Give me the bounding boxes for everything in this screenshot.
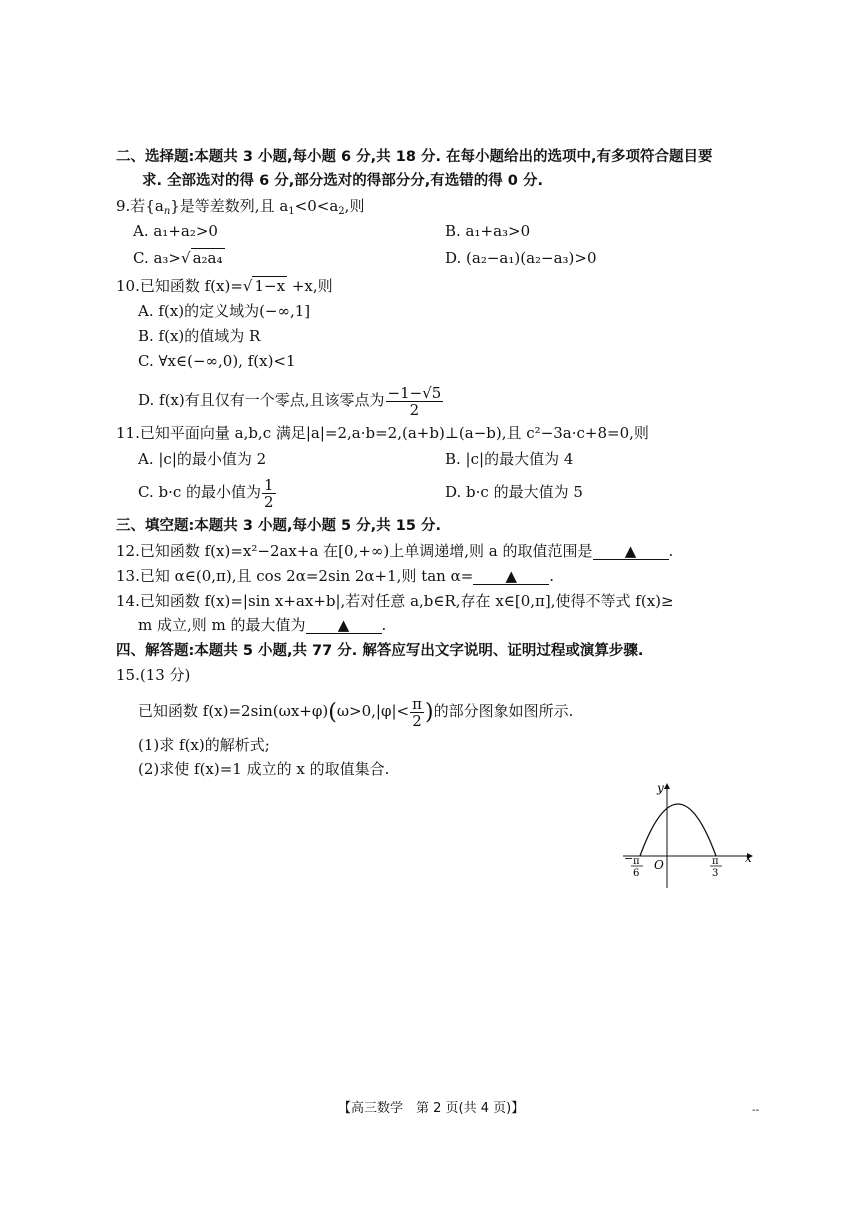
sine-graph (615, 778, 760, 898)
q15-condition-fraction (410, 696, 424, 729)
q15-stem-post: 的部分图象如图所示. (433, 702, 574, 720)
q13-answer-blank[interactable]: ▲ (473, 568, 549, 585)
q12-period: . (668, 542, 674, 560)
section-2-title-line1: 二、选择题:本题共 3 小题,每小题 6 分,共 18 分. 在每小题给出的选项中,有多项符合题目要 (116, 149, 713, 165)
q11-option-c (138, 474, 277, 510)
x-axis-label: x (745, 851, 752, 865)
footer-mark: -- (752, 1105, 760, 1116)
q9-stem: 9.若$\{a_n\}$是等差数列,且 $a_1<0<a_2$,则 (116, 197, 365, 217)
q9-stem-pre: 9.若{a (116, 197, 164, 215)
q11-stem: 11.已知平面向量 a,b,c 满足|a|=2,a·b=2,(a+b)⊥(a−b),且 c²−3a·c+8=0,则 (116, 424, 649, 442)
left-root-denominator: 6 (633, 868, 640, 879)
q15-cond-numerator: π (412, 694, 422, 713)
q9-stem-post: ,则 (344, 197, 365, 215)
q10-option-d-fraction (386, 385, 444, 418)
q10-d-denominator: 2 (409, 400, 420, 419)
q15-part-2: (2)求使 f(x)=1 成立的 x 的取值集合. (138, 760, 390, 778)
q15-head: 15.(13 分) (116, 666, 191, 684)
q9-stem-mid2: <0<a (294, 197, 339, 215)
q11-option-d: D. b·c 的最大值为 5 (445, 483, 583, 501)
q11-option-c-pre: C. b·c 的最小值为 (138, 483, 262, 501)
left-root-sign: − (624, 852, 634, 865)
q12-answer-blank[interactable]: ▲ (593, 543, 669, 560)
section-2-title-line2: 求. 全部选对的得 6 分,部分选对的得部分分,有选错的得 0 分. (142, 173, 543, 189)
section-3-title: 三、填空题:本题共 3 小题,每小题 5 分,共 15 分. (116, 518, 441, 534)
q12-text: 12.已知函数 f(x)=x²−2ax+a 在[0,+∞)上单调递增,则 a 的取值范围是 (116, 542, 593, 560)
q13-text: 13.已知 α∈(0,π),且 cos 2α=2sin 2α+1,则 tan α= (116, 567, 474, 585)
left-root-numerator: π (633, 856, 640, 867)
q10-d-numerator: −1−√5 (387, 383, 442, 402)
q9-option-b: B. a₁+a₃>0 (445, 222, 531, 240)
q10-stem: 10.已知函数 f(x)=√ 1−x +x,则 (116, 277, 333, 295)
q14-period: . (381, 616, 387, 634)
q15-condition: ω>0,|φ|< (336, 702, 410, 720)
q10-option-c: C. ∀x∈(−∞,0), f(x)<1 (138, 352, 296, 370)
q10-option-d (138, 382, 444, 418)
q11-option-a: A. |c|的最小值为 2 (138, 450, 267, 468)
section-4-title: 四、解答题:本题共 5 小题,共 77 分. 解答应写出文字说明、证明过程或演算步骤. (116, 643, 644, 659)
q15-cond-denominator: 2 (412, 711, 422, 730)
q14-answer-blank[interactable]: ▲ (306, 617, 382, 634)
q9-stem-mid: }是等差数列,且 a (170, 197, 289, 215)
q11-c-denominator: 2 (264, 492, 274, 511)
q13-period: . (549, 567, 555, 585)
q9-option-c-root: a₂a₄ (192, 249, 223, 267)
q11-option-c-fraction (262, 477, 276, 510)
q13-stem (116, 566, 554, 586)
q15-stem: 已知函数 f(x)=2sin(ωx+φ)(ω>0,|φ|< $\frac{\pi}{2}$ )的部分图象如图所示. (138, 694, 574, 730)
q14-text: m 成立,则 m 的最大值为 (138, 616, 306, 634)
q9-option-c: C. a₃>√ a₂a₄ (133, 249, 223, 267)
y-axis-label: y (657, 781, 664, 795)
q14-stem-line2 (138, 615, 386, 635)
sine-curve (640, 804, 716, 856)
q10-stem-root: 1−x (254, 277, 286, 295)
q12-stem (116, 541, 673, 561)
q9-option-d: D. (a₂−a₁)(a₂−a₃)>0 (445, 249, 597, 267)
q14-stem-line1: 14.已知函数 f(x)=|sin x+ax+b|,若对任意 a,b∈R,存在 x∈[0,π],使得不等式 f(x)≥ (116, 592, 674, 610)
q10-stem-pre: 10.已知函数 f(x)= (116, 277, 243, 295)
page-footer: 【高三数学 第 2 页(共 4 页)】 (338, 1101, 525, 1116)
q10-stem-post: +x,则 (287, 277, 333, 295)
q10-option-a: A. f(x)的定义域为(−∞,1] (138, 302, 311, 320)
origin-label: O (654, 858, 664, 872)
right-root-denominator: 3 (712, 868, 719, 879)
q10-option-d-pre: D. f(x)有且仅有一个零点,且该零点为 (138, 391, 385, 409)
q11-option-b: B. |c|的最大值为 4 (445, 450, 574, 468)
q9-option-a: A. a₁+a₂>0 (133, 222, 218, 240)
q11-c-numerator: 1 (264, 475, 274, 494)
q9-option-c-pre: C. a₃> (133, 249, 182, 267)
q15-part-1: (1)求 f(x)的解析式; (138, 736, 270, 754)
q10-option-b: B. f(x)的值域为 R (138, 327, 261, 345)
right-root-numerator: π (712, 856, 719, 867)
q15-stem-pre: 已知函数 f(x)=2sin(ωx+φ) (138, 702, 329, 720)
